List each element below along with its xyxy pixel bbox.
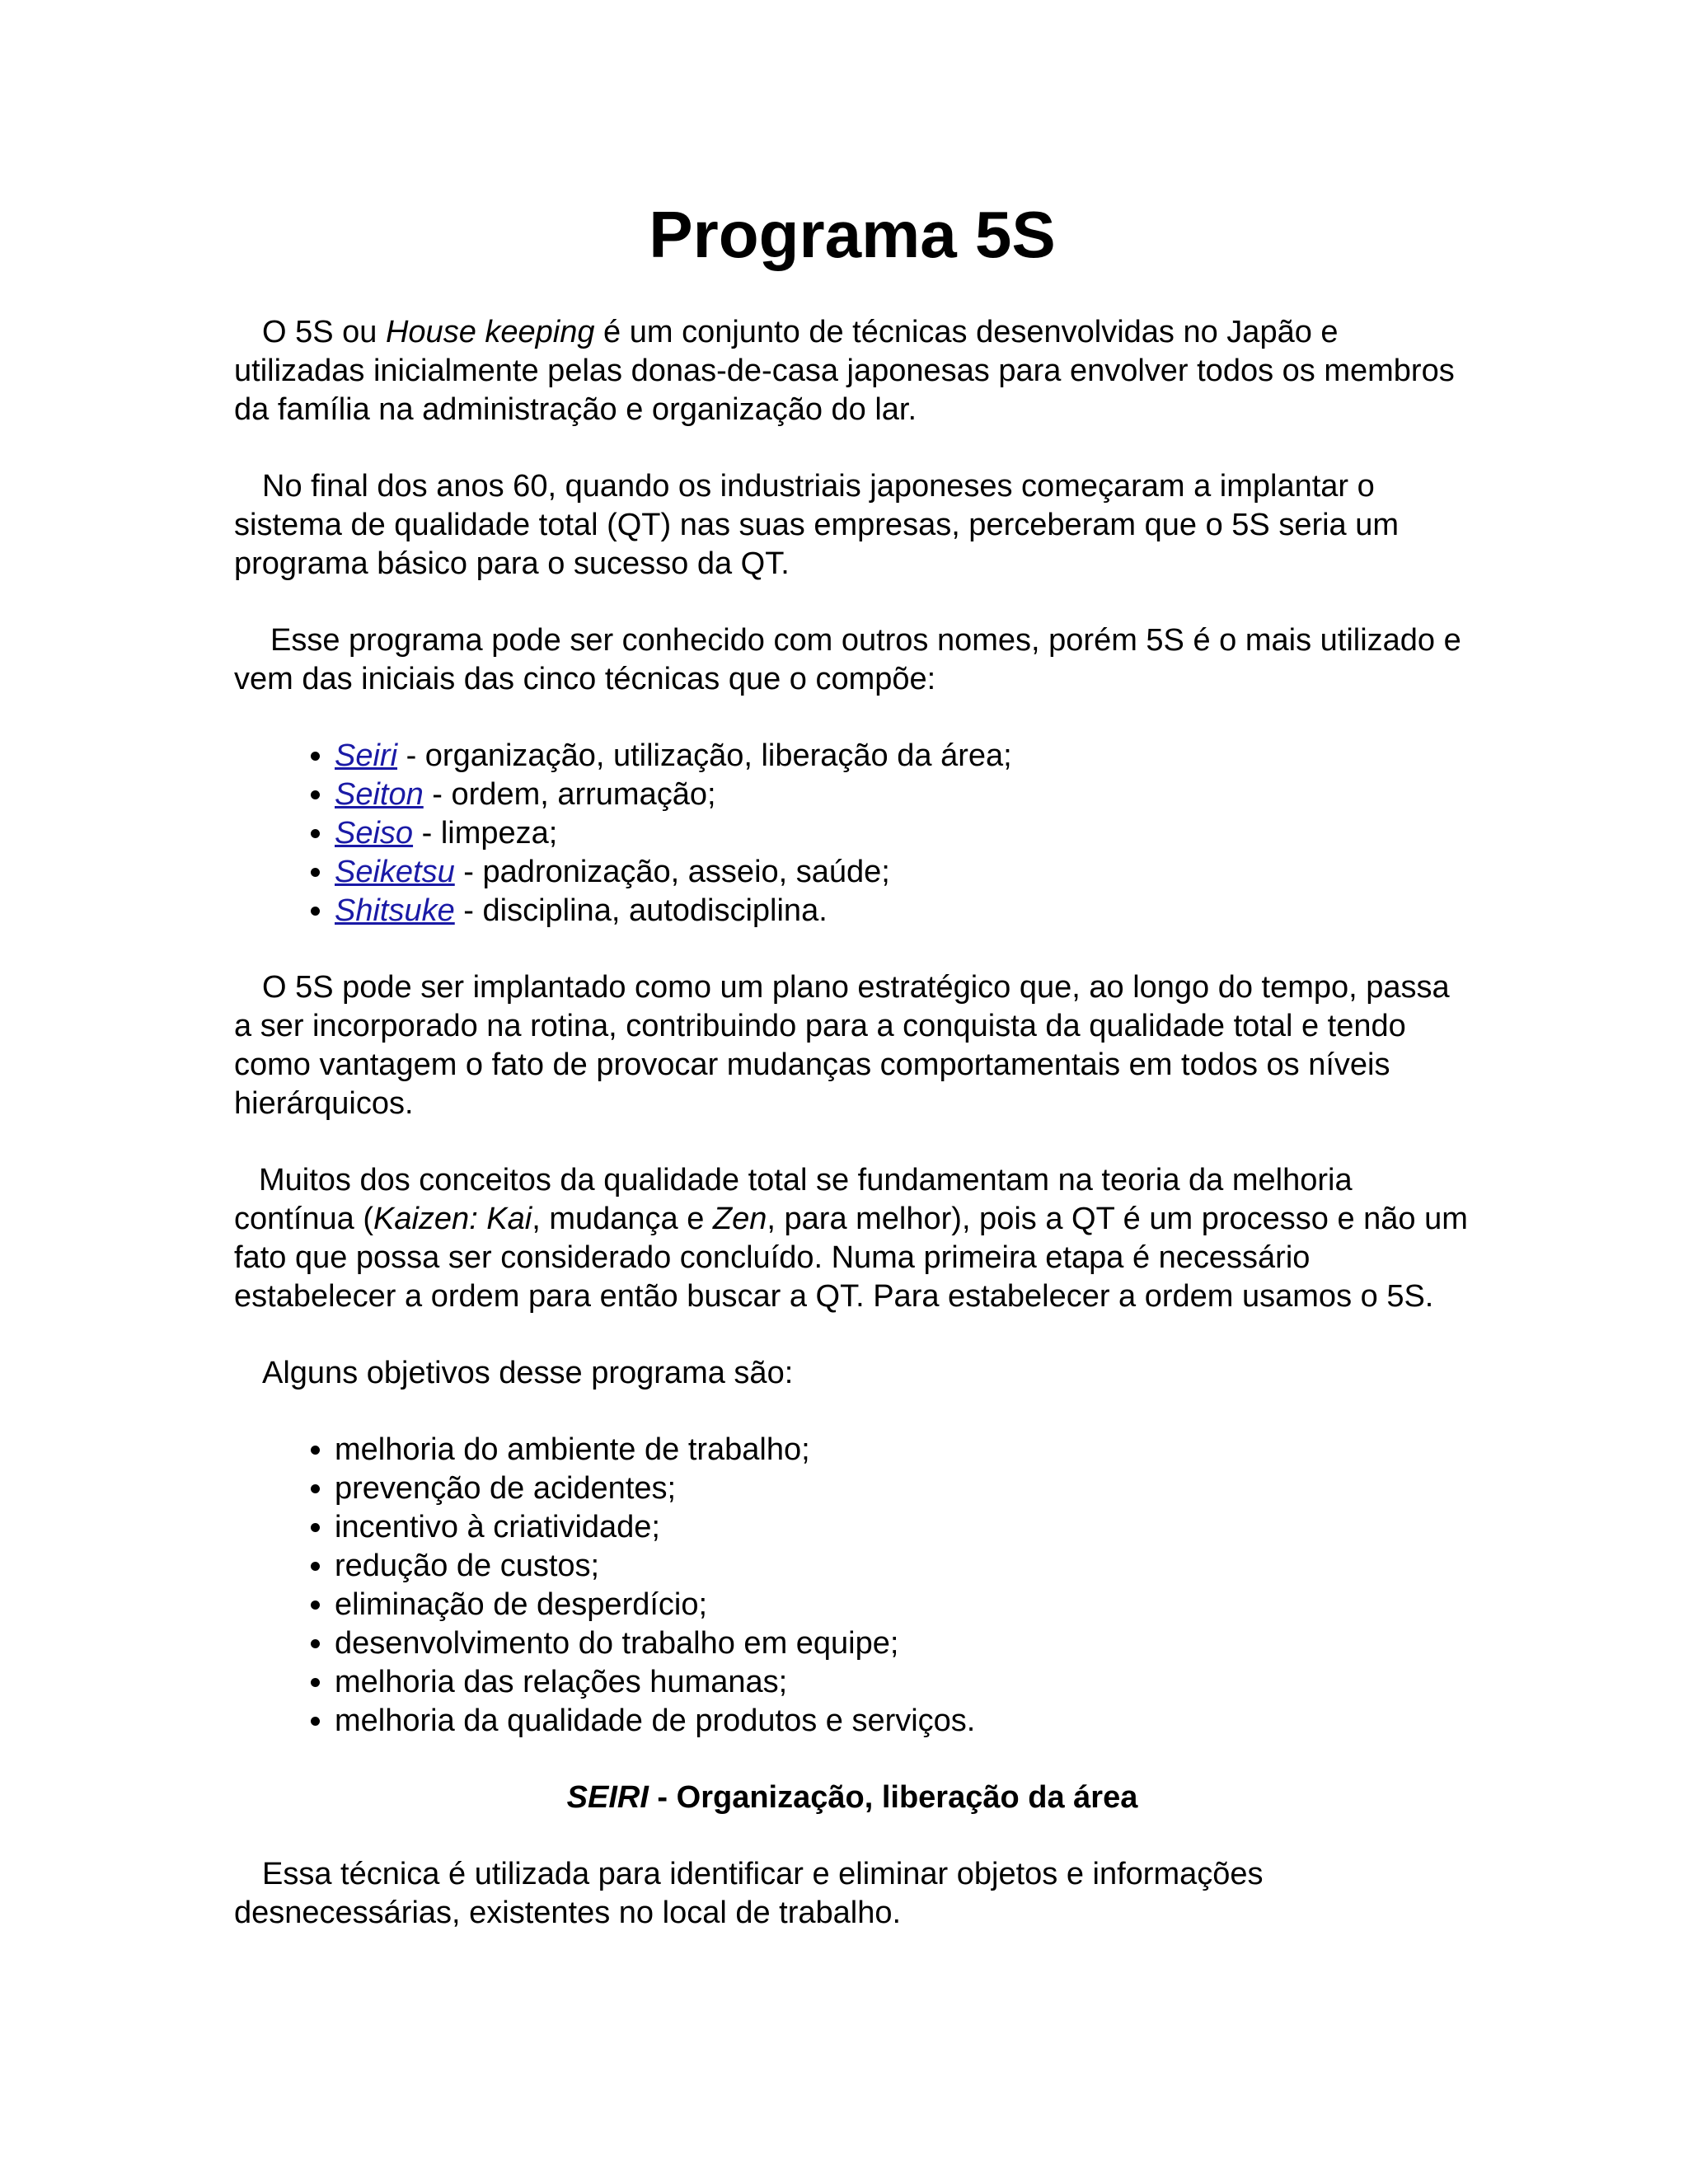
list-item: • Seiso - limpeza; [335,814,1470,853]
list-item: • Seiketsu - padronização, asseio, saúde; [335,853,1470,892]
list-item: • melhoria da qualidade de produtos e serviços. [335,1702,1470,1741]
techniques-list [234,737,1470,930]
section-heading-seiri: SEIRI - Organização, liberação da área [566,1780,1138,1815]
list-item: • desenvolvimento do trabalho em equipe; [335,1624,1470,1663]
paragraph-objectives-intro: Alguns objetivos desse programa são: [262,1356,794,1390]
list-item: • melhoria das relações humanas; [335,1663,1470,1702]
seiri-link[interactable]: Seiri [335,738,398,773]
list-item: • Seiri - organização, utilização, liberação da área; [335,737,1470,776]
list-item: • melhoria do ambiente de trabalho; [335,1431,1470,1469]
seiton-link[interactable]: Seiton [335,777,424,812]
page-title: Programa 5S [649,198,1056,271]
paragraph-strategy: O 5S pode ser implantado como um plano estratégico que, ao longo do tempo, passa a ser incorporado na rotina, contribuindo para a conquista da qualidade total e tendo como vantagem o fato de provocar mudanças comportamentais em todos os níveis hierárquicos. [234,970,1450,1121]
paragraph-history: No final dos anos 60, quando os industriais japoneses começaram a implantar o sistema de qualidade total (QT) nas suas empresas, perceberam que o 5S seria um programa básico para o sucesso da QT. [234,469,1400,581]
shitsuke-link[interactable]: Shitsuke [335,893,455,928]
list-item: • Shitsuke - disciplina, autodisciplina. [335,892,1470,930]
list-item: • prevenção de acidentes; [335,1469,1470,1508]
paragraph-kaizen: Muitos dos conceitos da qualidade total se fundamentam na teoria da melhoria contínua (Kaizen: Kai, mudança e Zen, para melhor), pois a QT é um processo e não um fato que possa ser considerado concluído. Numa primeira etapa é necessário estabelecer a ordem para então buscar a QT. Para estabelecer a ordem usamos o 5S. [234,1163,1468,1314]
list-item: • redução de custos; [335,1547,1470,1586]
objectives-list [234,1431,1470,1741]
paragraph-intro: O 5S ou House keeping é um conjunto de técnicas desenvolvidas no Japão e utilizadas inicialmente pelas donas-de-casa japonesas para envolver todos os membros da família na administração e organização do lar. [234,315,1455,427]
list-item: • incentivo à criatividade; [335,1508,1470,1547]
list-item: • Seiton - ordem, arrumação; [335,776,1470,814]
document-page [234,190,1470,1971]
paragraph-names: Esse programa pode ser conhecido com outros nomes, porém 5S é o mais utilizado e vem das iniciais das cinco técnicas que o compõe: [234,623,1461,696]
seiso-link[interactable]: Seiso [335,816,414,851]
paragraph-seiri: Essa técnica é utilizada para identificar e eliminar objetos e informações desnecessárias, existentes no local de trabalho. [234,1857,1264,1930]
house-keeping-term: House keeping [385,315,595,349]
seiketsu-link[interactable]: Seiketsu [335,855,455,889]
list-item: • eliminação de desperdício; [335,1586,1470,1624]
